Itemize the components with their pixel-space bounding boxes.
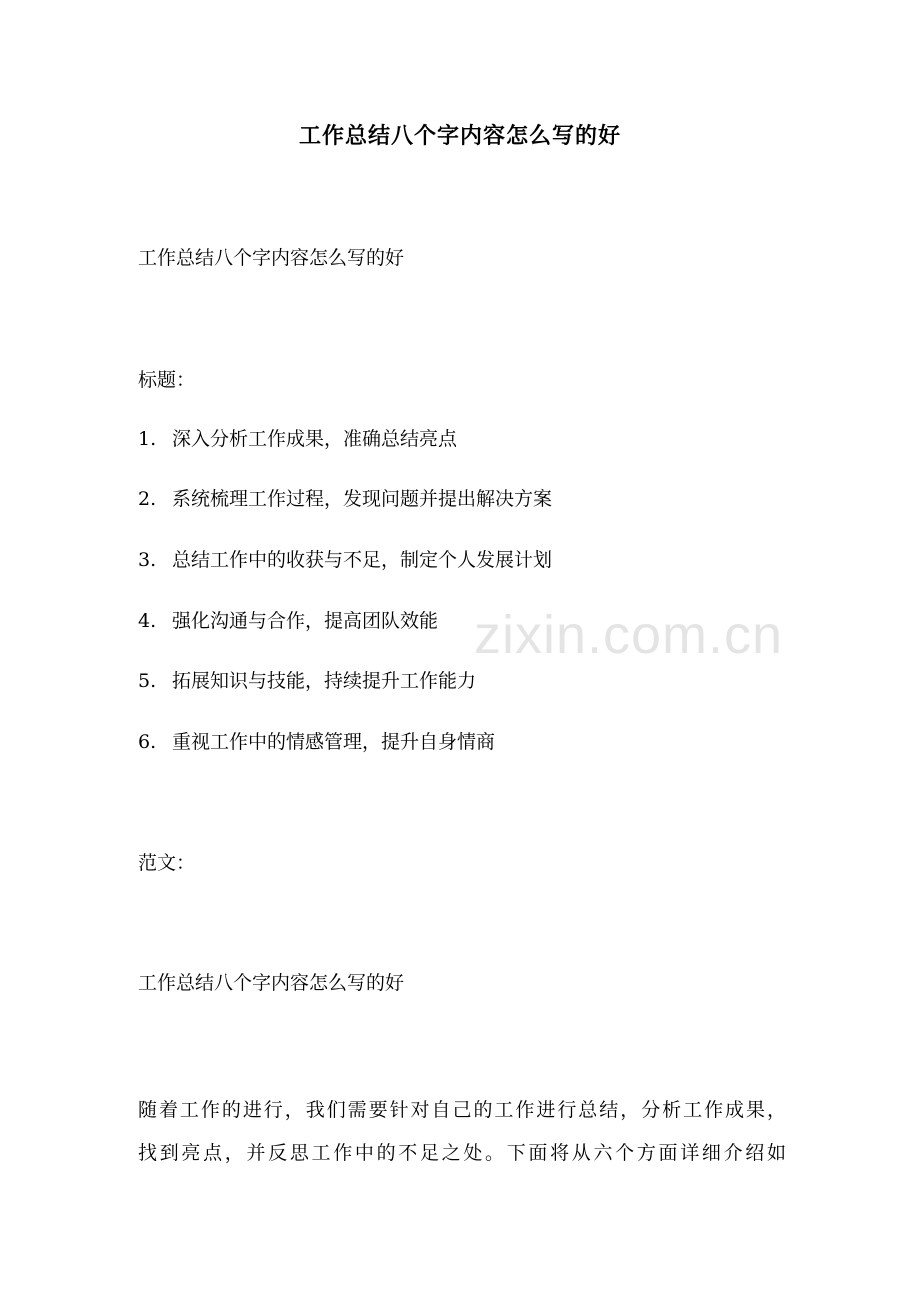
list-item-text: 总结工作中的收获与不足，制定个人发展计划 [172, 549, 553, 571]
list-item [138, 726, 495, 758]
document-title: 工作总结八个字内容怎么写的好 [298, 123, 621, 149]
list-item [138, 483, 552, 515]
list-item-text: 强化沟通与合作，提高团队效能 [172, 610, 439, 632]
list-item-text: 重视工作中的情感管理，提升自身情商 [172, 731, 496, 753]
headings-label: 标题： [138, 369, 196, 391]
list-item-text: 深入分析工作成果，准确总结亮点 [172, 428, 458, 450]
body-paragraph-line: 随着工作的进行，我们需要针对自己的工作进行总结，分析工作成果， [138, 1099, 786, 1121]
list-item [138, 605, 438, 637]
list-item [138, 665, 476, 697]
watermark: zixin.com.cn [474, 605, 784, 665]
sample-title: 工作总结八个字内容怎么写的好 [138, 972, 405, 994]
list-item-number: 5. [138, 670, 157, 692]
list-item-number: 2. [138, 488, 157, 510]
list-item-text: 拓展知识与技能，持续提升工作能力 [172, 670, 477, 692]
list-item-number: 3. [138, 549, 157, 571]
list-item [138, 423, 457, 455]
list-item-text: 系统梳理工作过程，发现问题并提出解决方案 [172, 488, 553, 510]
list-item-number: 4. [138, 610, 157, 632]
sample-label: 范文： [138, 852, 196, 874]
list-item [138, 544, 552, 576]
body-paragraph-line: 找到亮点，并反思工作中的不足之处。下面将从六个方面详细介绍如 [138, 1142, 786, 1164]
list-item-number: 1. [138, 428, 157, 450]
document-subtitle: 工作总结八个字内容怎么写的好 [138, 247, 405, 269]
list-item-number: 6. [138, 731, 157, 753]
